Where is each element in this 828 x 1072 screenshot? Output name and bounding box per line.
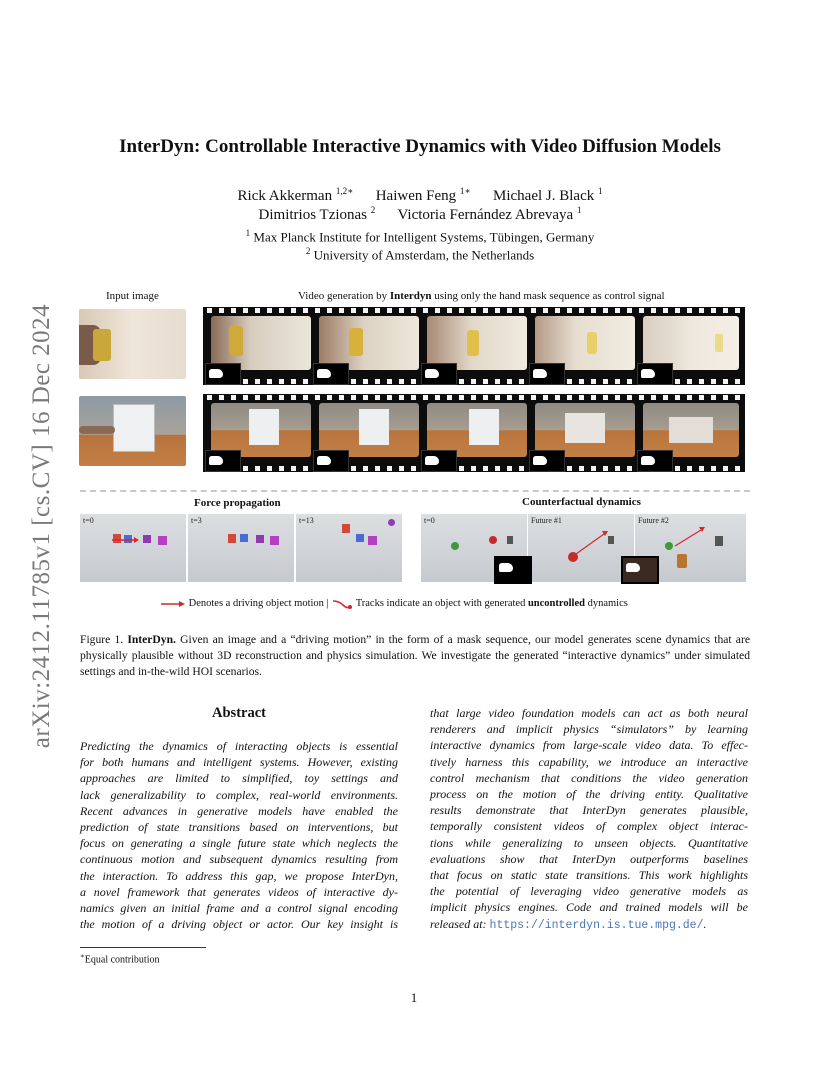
abstract-left-column [80,738,398,932]
video-frame [319,316,419,370]
hand-mask [205,450,241,472]
panel-label: t=0 [83,516,94,525]
mask-thumbnail [621,556,659,584]
counterfactual-panel-future2 [635,514,746,582]
cube [388,519,395,526]
abstract-line: that large video foundation models can act as both neural [430,706,748,720]
abstract-line: lack generalizability to complex, real-world environments. [80,787,398,802]
abstract-line: the interaction. To address this gap, we propose InterDyn, [80,868,398,883]
paper-title: InterDyn: Controllable Interactive Dynamics with Video Diffusion Models [119,136,721,157]
panel-label: t=3 [191,516,202,525]
figure-divider [80,490,750,492]
figure-caption: Figure 1. InterDyn. Given an image and a “driving motion” in the form of a mask sequence, our model generates scene dynamics that are physically plausible without 3D reconstruction and physics simulation. We investigate the generated “interactive dynamics” under simulated settings and in-the-wild HOI scenarios. [80,633,750,678]
cube [256,535,264,543]
hand-mask [205,363,241,385]
hand-mask [421,363,457,385]
input-image-bottle [79,309,186,379]
abstract-line: renderers and implicit physics “simulators” by learning [430,722,748,737]
cube [240,534,248,542]
film-strip-box [203,394,745,472]
abstract-line: Predicting the dynamics of interacting objects is essential [80,739,398,753]
cube [356,534,364,542]
footnote-rule [80,947,206,948]
abstract-line: tively harness this capability, we introduce an interactive [430,754,748,769]
video-frame [427,316,527,370]
figure-legend [160,598,628,609]
cube [270,536,279,545]
panel-label: t=0 [424,516,435,525]
ball [489,536,497,544]
film-strip-bottle [203,307,745,385]
affiliation-2: $^2$ University of Amsterdam, the Netherlands [305,246,535,263]
abstract-line: namics given an initial frame and a control signal encoding [80,901,398,916]
hand-mask [529,450,565,472]
panel-label: Future #2 [638,516,669,525]
panel-label: Future #1 [531,516,562,525]
abstract-line: for both humans and intelligent systems. However, existing [80,755,398,770]
abstract-line: results demonstrate that InterDyn generates plausible, [430,803,748,818]
abstract-line: approaches are limited to simplified, toy settings and [80,771,398,786]
author: Haiwen Feng $^{1∗}$ [375,186,471,204]
abstract-line: implicit physics engines. Code and trained models will be [430,900,748,915]
abstract-line: a novel framework that generates videos of interactive dy- [80,884,398,899]
project-url-link[interactable]: https://interdyn.is.tue.mpg.de/ [489,918,704,932]
counterfactual-panel-future1 [528,514,634,582]
abstract-line: tions while generalizing to unseen objects. Quantitative [430,835,748,850]
motion-arrow [671,524,711,554]
cube [342,524,350,533]
hand-mask [421,450,457,472]
ball [451,542,459,550]
abstract-line: control mechanism that conditions the video generation [430,770,748,785]
hand-mask [529,363,565,385]
abstract-line: the motion of a driving object or actor. Our key insight is [80,917,398,932]
force-propagation-title: Force propagation [194,497,281,509]
cube [158,536,167,545]
force-panel-t3 [188,514,294,582]
affiliation-1: $^1$ Max Planck Institute for Intelligent Systems, Tübingen, Germany [245,228,595,245]
author: Dimitrios Tzionas $^2$ [258,205,376,223]
abstract-right-column [430,705,748,934]
abstract-line: the potential of leveraging video generative models as [430,884,748,899]
force-panel-t13 [296,514,402,582]
video-generation-label: Video generation by Interdyn using only the hand mask sequence as control signal [298,290,665,302]
arxiv-identifier: arXiv:2412.11785v1 [cs.CV] 16 Dec 2024 [28,303,55,749]
hand-mask [637,450,673,472]
track-arrow-icon [331,599,353,609]
video-frame [319,403,419,457]
cube [143,535,151,543]
cube [368,536,377,545]
legend-tracks-text: Tracks indicate an object with generated uncontrolled dynamics [355,598,628,609]
counterfactual-title: Counterfactual dynamics [522,496,641,508]
hand-mask [313,450,349,472]
abstract-line: prediction of state transitions based on interventions, but [80,820,398,835]
author: Michael J. Black $^1$ [493,186,603,204]
author-line-1 [60,186,780,205]
abstract-line: evaluations show that InterDyn outperforms baselines [430,851,748,866]
footnote: ∗Equal contribution [80,952,160,966]
abstract-line: Recent advances in generative models have enabled the [80,803,398,818]
legend-driving-text: Denotes a driving object motion | [188,598,329,609]
panel-label: t=13 [299,516,314,525]
abstract-line: that focus on static state transitions. This work highlights [430,868,748,883]
author: Victoria Fernández Abrevaya $^1$ [397,205,582,223]
page-number: 1 [410,990,418,1005]
hand-mask [313,363,349,385]
abstract-line: focus on generating a single future state which neglects the [80,836,398,851]
driving-arrow-icon [160,600,186,608]
abstract-line: process on the motion of the driving entity. Qualitative [430,787,748,802]
author-line-2 [60,205,780,224]
abstract-line: temporally consistent videos of complex object interac- [430,819,748,834]
video-frame [643,403,739,457]
motion-arrow [572,528,612,558]
video-frame [643,316,739,370]
video-frame [211,316,311,370]
video-frame [427,403,527,457]
mask-thumbnail [494,556,532,584]
cube [228,534,236,543]
cylinder [507,536,513,544]
abstract-line: interactive dynamics from large-scale video data. To effec- [430,738,748,753]
video-frame [211,403,311,457]
video-frame [535,316,635,370]
abstract-heading: Abstract [212,705,266,721]
abstract-line: continuous motion and subsequent dynamics resulting from [80,852,398,867]
hand-mask [637,363,673,385]
input-image-label: Input image [106,290,159,302]
motion-arrow [110,536,140,544]
cylinder [715,536,723,546]
force-panel-t0 [80,514,186,582]
input-image-box [79,396,186,466]
abstract-last-line: released at: https://interdyn.is.tue.mpg.de/. [430,916,707,932]
cylinder [677,554,687,568]
author: Rick Akkerman $^{1,2∗}$ [237,186,354,204]
video-frame [535,403,635,457]
